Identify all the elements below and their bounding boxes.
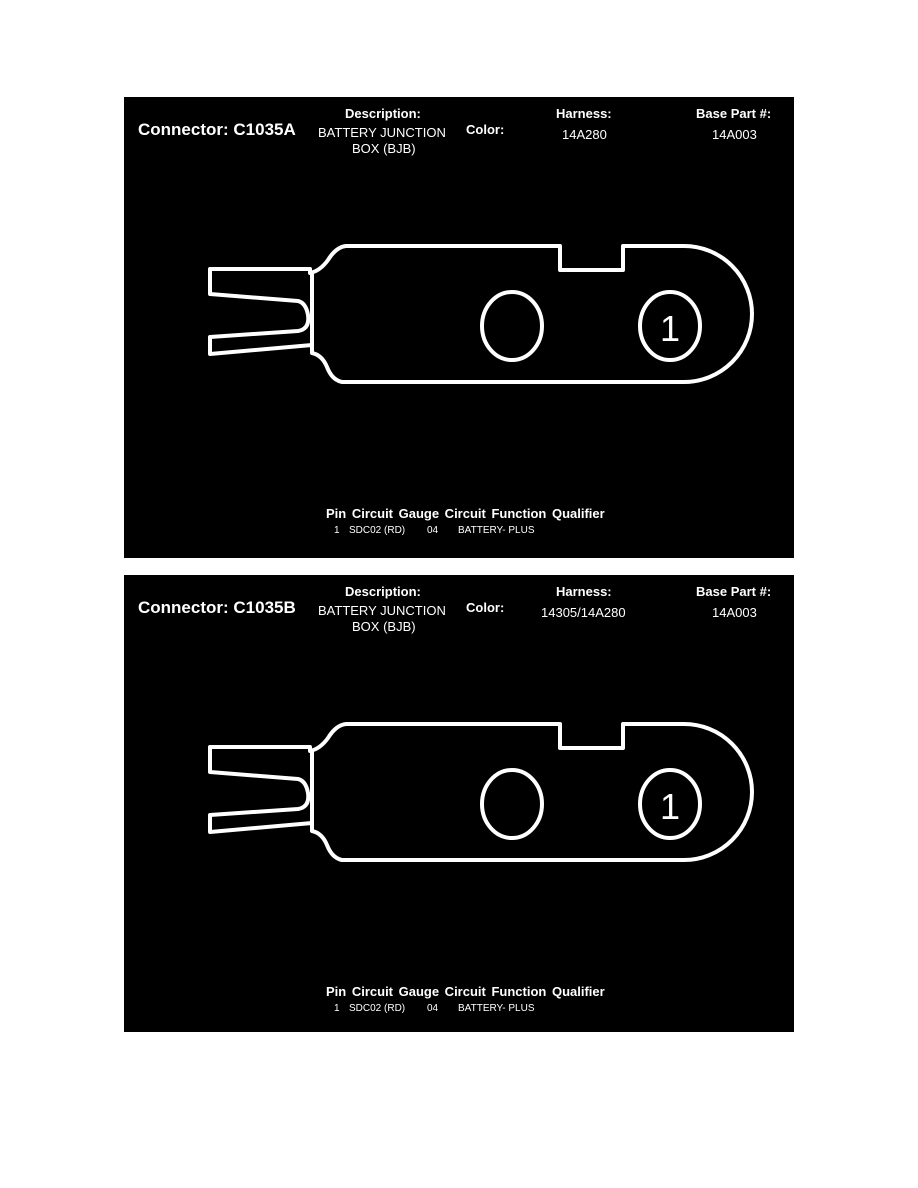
description-line-1: BATTERY JUNCTION <box>318 603 446 618</box>
description-line-1: BATTERY JUNCTION <box>318 125 446 140</box>
circuit-cell: SDC02 (RD) <box>349 525 406 536</box>
description-line-2: BOX (BJB) <box>352 141 416 156</box>
pin-number-label: 1 <box>659 786 681 827</box>
pin-table-header: Pin Circuit Gauge Circuit Function Qualifier <box>326 506 605 521</box>
pin-number-label: 1 <box>659 308 681 349</box>
connector-panel-c1035a <box>124 97 794 558</box>
pin-cell: 1 <box>334 525 340 536</box>
harness-value: 14A280 <box>562 127 607 142</box>
pin-table-header: Pin Circuit Gauge Circuit Function Qualifier <box>326 984 605 999</box>
gauge-cell: 04 <box>427 525 439 536</box>
circuit-cell: SDC02 (RD) <box>349 1003 406 1014</box>
description-header: Description: <box>345 106 421 121</box>
color-header: Color: <box>466 600 505 615</box>
connector-label: Connector: C1035B <box>138 598 296 617</box>
harness-value: 14305/14A280 <box>541 605 626 620</box>
connector-panel-c1035b <box>124 575 794 1032</box>
function-cell: BATTERY- PLUS <box>458 525 535 536</box>
base-part-value: 14A003 <box>712 127 757 142</box>
description-line-2: BOX (BJB) <box>352 619 416 634</box>
gauge-cell: 04 <box>427 1003 439 1014</box>
connector-label: Connector: C1035A <box>138 120 296 139</box>
function-cell: BATTERY- PLUS <box>458 1003 535 1014</box>
base-part-value: 14A003 <box>712 605 757 620</box>
base-part-header: Base Part #: <box>696 584 772 599</box>
harness-header: Harness: <box>556 106 612 121</box>
terminal-diagram <box>124 705 794 885</box>
harness-header: Harness: <box>556 584 612 599</box>
base-part-header: Base Part #: <box>696 106 772 121</box>
terminal-hole <box>482 292 542 360</box>
pin-cell: 1 <box>334 1003 340 1014</box>
terminal-hole <box>482 770 542 838</box>
color-header: Color: <box>466 122 505 137</box>
description-header: Description: <box>345 584 421 599</box>
terminal-diagram <box>124 227 794 407</box>
